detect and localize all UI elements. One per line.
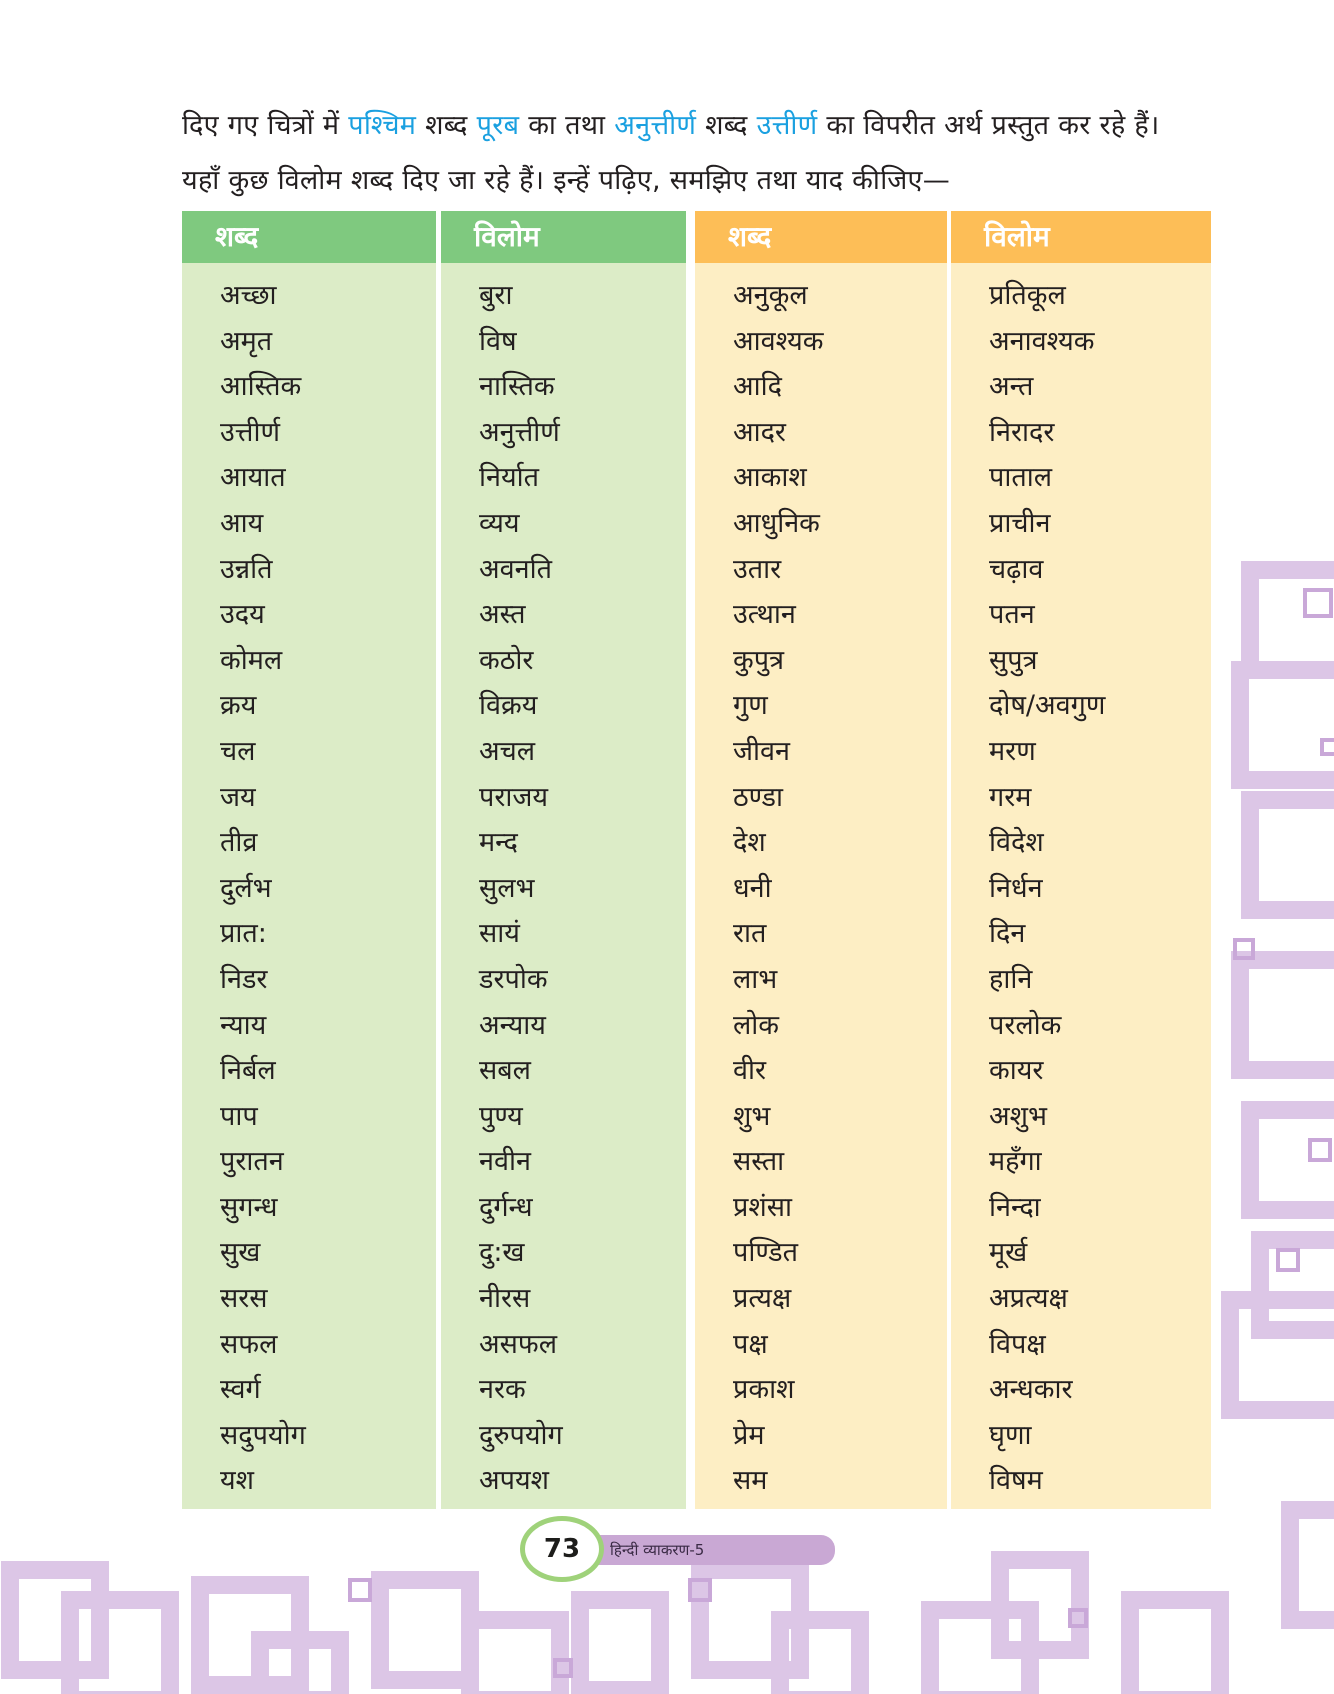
word-list	[951, 263, 1211, 1504]
list-item: आदि	[733, 371, 782, 403]
list-item: जय	[220, 781, 256, 813]
list-item: आकाश	[733, 462, 807, 494]
list-item: चल	[220, 735, 256, 767]
list-item: डरपोक	[479, 963, 548, 995]
list-item: चढ़ाव	[989, 553, 1044, 585]
word-list	[695, 263, 947, 1504]
list-item: कठोर	[479, 644, 534, 676]
list-item: प्रत्यक्ष	[733, 1283, 792, 1315]
list-item: लोक	[733, 1009, 780, 1041]
list-item: आदर	[733, 416, 786, 448]
list-item: बुरा	[479, 280, 513, 311]
column-shabd-1	[182, 211, 436, 1509]
intro-line-1	[182, 98, 1212, 153]
list-item: निन्दा	[989, 1191, 1041, 1223]
list-item: निर्यात	[479, 462, 540, 494]
list-item: आस्तिक	[220, 371, 302, 403]
intro-text: का विपरीत अर्थ प्रस्तुत कर रहे हैं।	[826, 110, 1160, 141]
intro-text: शब्द	[705, 110, 748, 141]
list-item: जीवन	[733, 735, 791, 767]
list-item: पुण्य	[479, 1100, 523, 1132]
list-item: परलोक	[989, 1009, 1062, 1041]
list-item: दु:ख	[479, 1237, 525, 1269]
list-item: पुरातन	[220, 1146, 284, 1178]
book-title: हिन्दी व्याकरण-5	[590, 1535, 835, 1565]
list-item: शुभ	[733, 1100, 771, 1132]
list-item: अच्छा	[220, 280, 277, 311]
list-item: देश	[733, 827, 766, 859]
list-item: अन्याय	[479, 1009, 546, 1041]
intro-text: का तथा	[528, 110, 606, 141]
column-vilom-2	[951, 211, 1211, 1509]
list-item: नरक	[479, 1374, 526, 1406]
word-list	[441, 263, 686, 1504]
list-item: असफल	[479, 1328, 558, 1360]
list-item: विषम	[989, 1465, 1043, 1497]
list-item: लाभ	[733, 963, 778, 995]
list-item: सदुपयोग	[220, 1419, 306, 1451]
list-item: आवश्यक	[733, 325, 824, 357]
list-item: तीव्र	[220, 827, 258, 859]
list-item: घृणा	[989, 1419, 1032, 1451]
list-item: पराजय	[479, 781, 549, 813]
list-item: निर्बल	[220, 1055, 276, 1087]
list-item: उत्तीर्ण	[220, 416, 280, 448]
list-item: दोष/अवगुण	[989, 690, 1106, 722]
list-item: उत्थान	[733, 599, 796, 631]
list-item: अस्त	[479, 599, 526, 631]
column-shabd-2	[695, 211, 947, 1509]
list-item: पाताल	[989, 462, 1053, 494]
list-item: अनुत्तीर्ण	[479, 416, 560, 448]
list-item: प्रशंसा	[733, 1191, 792, 1223]
list-item: दुर्गन्ध	[479, 1191, 533, 1223]
list-item: विक्रय	[479, 690, 538, 722]
list-item: पाप	[220, 1100, 258, 1132]
highlight-word: पश्चिम	[348, 110, 417, 141]
list-item: सायं	[479, 918, 520, 950]
list-item: नीरस	[479, 1283, 531, 1315]
list-item: वीर	[733, 1055, 767, 1087]
list-item: अचल	[479, 735, 536, 767]
intro-text: दिए गए चित्रों में	[182, 110, 340, 141]
column-header: शब्द	[182, 211, 436, 263]
list-item: सुलभ	[479, 872, 535, 904]
list-item: क्रय	[220, 690, 257, 722]
list-item: गरम	[989, 781, 1032, 813]
list-item: सबल	[479, 1055, 531, 1087]
list-item: अशुभ	[989, 1100, 1047, 1132]
list-item: सुपुत्र	[989, 644, 1038, 676]
list-item: सुख	[220, 1237, 261, 1269]
list-item: गुण	[733, 690, 768, 722]
list-item: उन्नति	[220, 553, 273, 585]
list-item: आयात	[220, 462, 286, 494]
list-item: मन्द	[479, 827, 518, 859]
list-item: नास्तिक	[479, 371, 555, 403]
column-header: शब्द	[695, 211, 947, 263]
list-item: अनुकूल	[733, 280, 808, 311]
list-item: सस्ता	[733, 1146, 785, 1178]
list-item: नवीन	[479, 1146, 531, 1178]
list-item: हानि	[989, 963, 1033, 995]
list-item: धनी	[733, 872, 772, 904]
list-item: अन्त	[989, 371, 1034, 403]
list-item: न्याय	[220, 1009, 267, 1041]
list-item: अन्धकार	[989, 1374, 1073, 1406]
list-item: सरस	[220, 1283, 268, 1315]
list-item: निडर	[220, 963, 268, 995]
list-item: उतार	[733, 553, 782, 585]
column-header: विलोम	[951, 211, 1211, 263]
list-item: निरादर	[989, 416, 1055, 448]
highlight-word: उत्तीर्ण	[756, 110, 818, 141]
list-item: स्वर्ग	[220, 1374, 261, 1406]
list-item: अमृत	[220, 325, 273, 357]
list-item: सफल	[220, 1328, 278, 1360]
list-item: मरण	[989, 735, 1036, 767]
list-item: पक्ष	[733, 1328, 768, 1360]
highlight-word: पूरब	[476, 110, 520, 141]
word-list	[182, 263, 436, 1504]
list-item: अपयश	[479, 1465, 549, 1497]
page-number: 73	[520, 1516, 604, 1582]
list-item: आधुनिक	[733, 507, 820, 539]
list-item: विष	[479, 325, 517, 357]
list-item: दिन	[989, 918, 1026, 950]
list-item: पण्डित	[733, 1237, 798, 1269]
list-item: दुरुपयोग	[479, 1419, 563, 1451]
list-item: रात	[733, 918, 767, 950]
list-item: विपक्ष	[989, 1328, 1046, 1360]
list-item: अवनति	[479, 553, 553, 585]
list-item: प्रतिकूल	[989, 280, 1066, 311]
list-item: कोमल	[220, 644, 283, 676]
list-item: प्रात:	[220, 918, 267, 950]
list-item: प्रकाश	[733, 1374, 795, 1406]
intro-text: शब्द	[425, 110, 468, 141]
list-item: उदय	[220, 599, 265, 631]
highlight-word: अनुत्तीर्ण	[614, 110, 697, 141]
list-item: सुगन्ध	[220, 1191, 278, 1223]
intro-line-2: यहाँ कुछ विलोम शब्द दिए जा रहे हैं। इन्हें पढ़िए, समझिए तथा याद कीजिए—	[182, 165, 951, 196]
list-item: व्यय	[479, 507, 520, 539]
list-item: आय	[220, 507, 264, 539]
list-item: कुपुत्र	[733, 644, 784, 676]
list-item: पतन	[989, 599, 1035, 631]
list-item: दुर्लभ	[220, 872, 272, 904]
column-header: विलोम	[441, 211, 686, 263]
list-item: मूर्ख	[989, 1237, 1028, 1269]
list-item: ठण्डा	[733, 781, 783, 813]
intro-paragraph	[182, 98, 1212, 208]
list-item: अनावश्यक	[989, 325, 1095, 357]
list-item: प्रेम	[733, 1419, 765, 1451]
list-item: प्राचीन	[989, 507, 1051, 539]
list-item: अप्रत्यक्ष	[989, 1283, 1068, 1315]
list-item: विदेश	[989, 827, 1044, 859]
list-item: सम	[733, 1465, 768, 1497]
list-item: महँगा	[989, 1146, 1042, 1178]
list-item: यश	[220, 1465, 255, 1497]
column-vilom-1	[441, 211, 686, 1509]
list-item: निर्धन	[989, 872, 1043, 904]
list-item: कायर	[989, 1055, 1044, 1087]
